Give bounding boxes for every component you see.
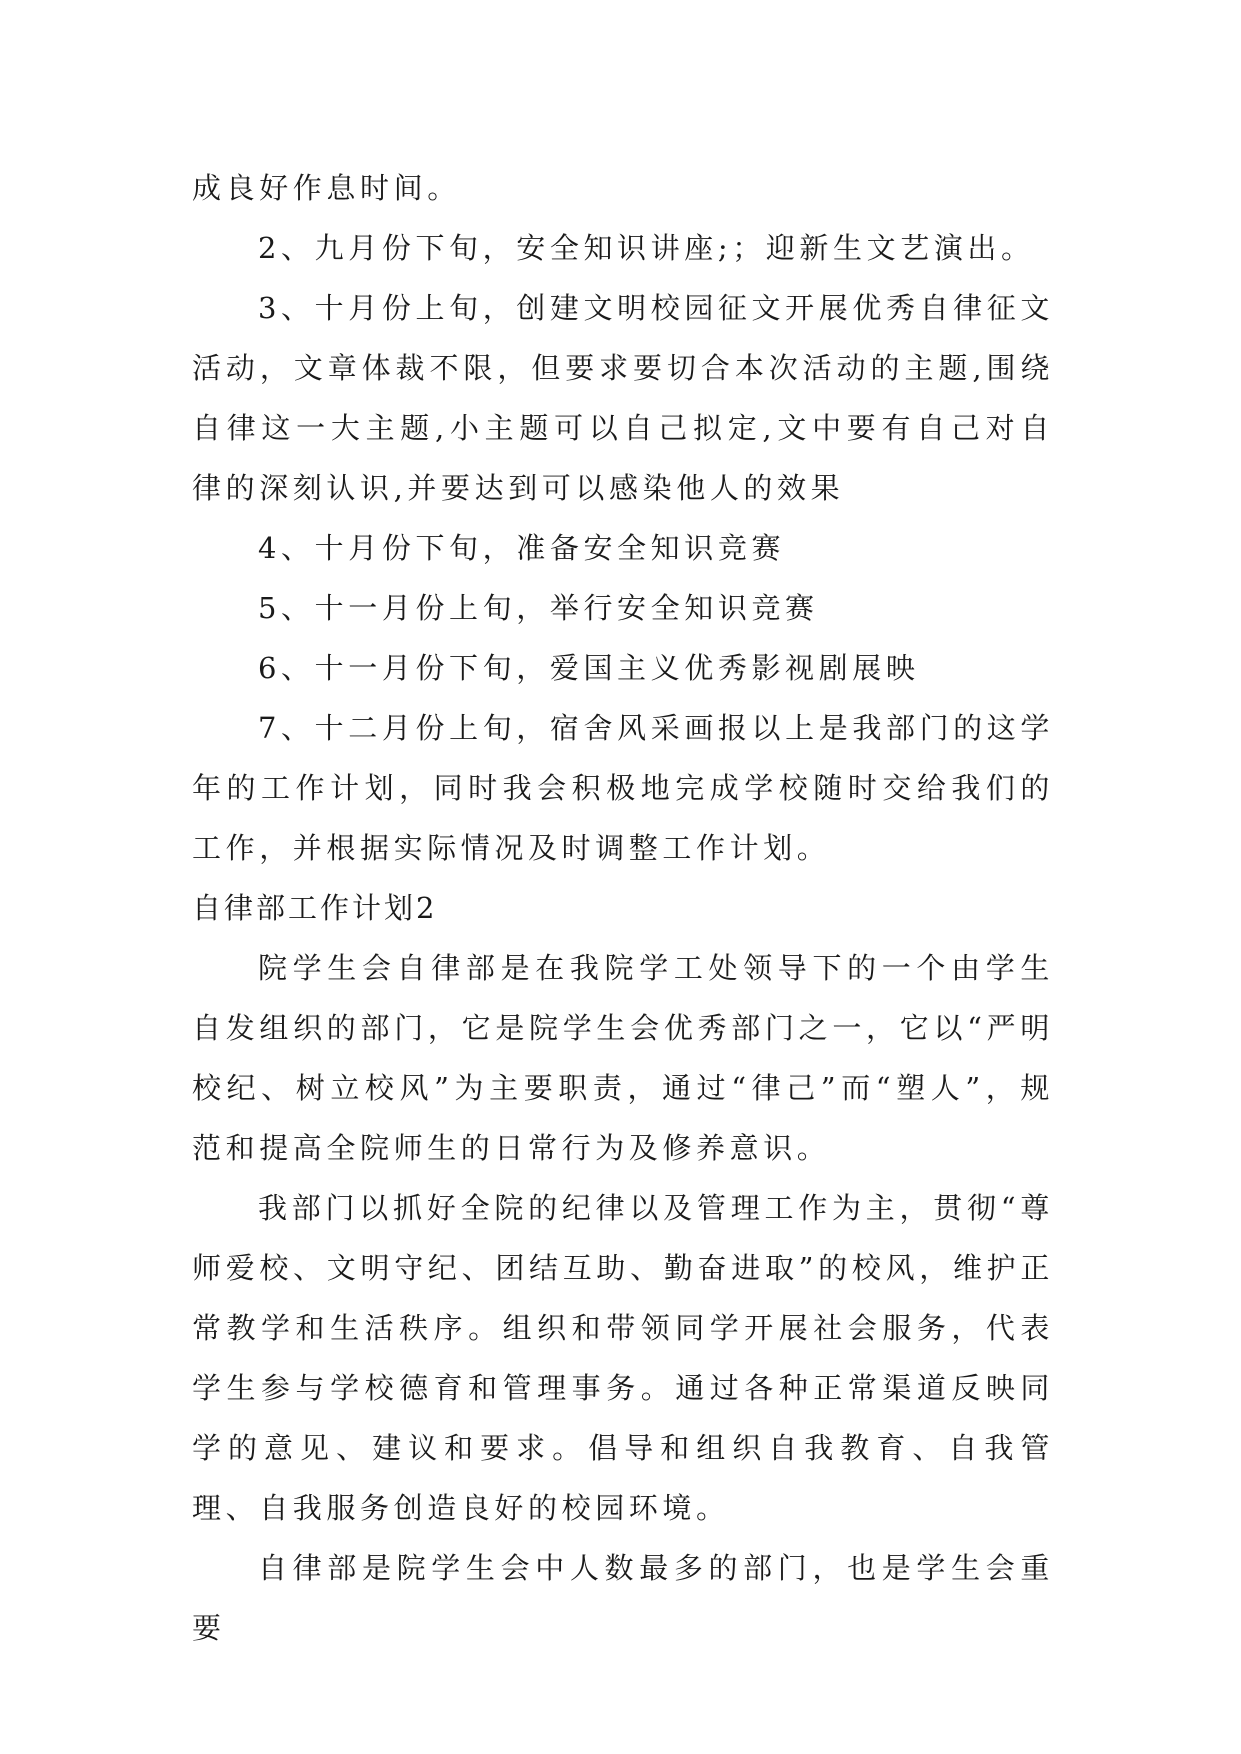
plan-item-7: 7、十二月份上旬，宿舍风采画报以上是我部门的这学年的工作计划，同时我会积极地完成学校随时交给我们的工作，并根据实际情况及时调整工作计划。 <box>192 711 1054 865</box>
section-heading: 自律部工作计划2 <box>192 891 438 925</box>
plan-item-2: 2、九月份下旬，安全知识讲座;；迎新生文艺演出。 <box>258 231 1035 265</box>
body-paragraph-department: 自律部是院学生会中人数最多的部门，也是学生会重要 <box>192 1551 1054 1645</box>
plan-item-6: 6、十一月份下旬，爱国主义优秀影视剧展映 <box>258 651 920 685</box>
paragraph-continuation: 成良好作息时间。 <box>192 171 461 205</box>
document-body <box>192 158 1054 1658</box>
body-paragraph-intro: 院学生会自律部是在我院学工处领导下的一个由学生自发组织的部门，它是院学生会优秀部门之一，它以“严明校纪、树立校风”为主要职责，通过“律己”而“塑人”，规范和提高全院师生的日常行为及修养意识。 <box>192 951 1054 1165</box>
plan-item-3: 3、十月份上旬，创建文明校园征文开展优秀自律征文活动，文章体裁不限，但要求要切合本次活动的主题,围绕自律这一大主题,小主题可以自己拟定,文中要有自己对自律的深刻认识,并要达到可以感染他人的效果 <box>192 291 1054 505</box>
plan-item-4: 4、十月份下旬，准备安全知识竞赛 <box>258 531 786 565</box>
body-paragraph-duties: 我部门以抓好全院的纪律以及管理工作为主，贯彻“尊师爱校、文明守纪、团结互助、勤奋进取”的校风，维护正常教学和生活秩序。组织和带领同学开展社会服务，代表学生参与学校德育和管理事务。通过各种正常渠道反映同学的意见、建议和要求。倡导和组织自我教育、自我管理、自我服务创造良好的校园环境。 <box>192 1191 1054 1525</box>
plan-item-5: 5、十一月份上旬，举行安全知识竞赛 <box>258 591 819 625</box>
